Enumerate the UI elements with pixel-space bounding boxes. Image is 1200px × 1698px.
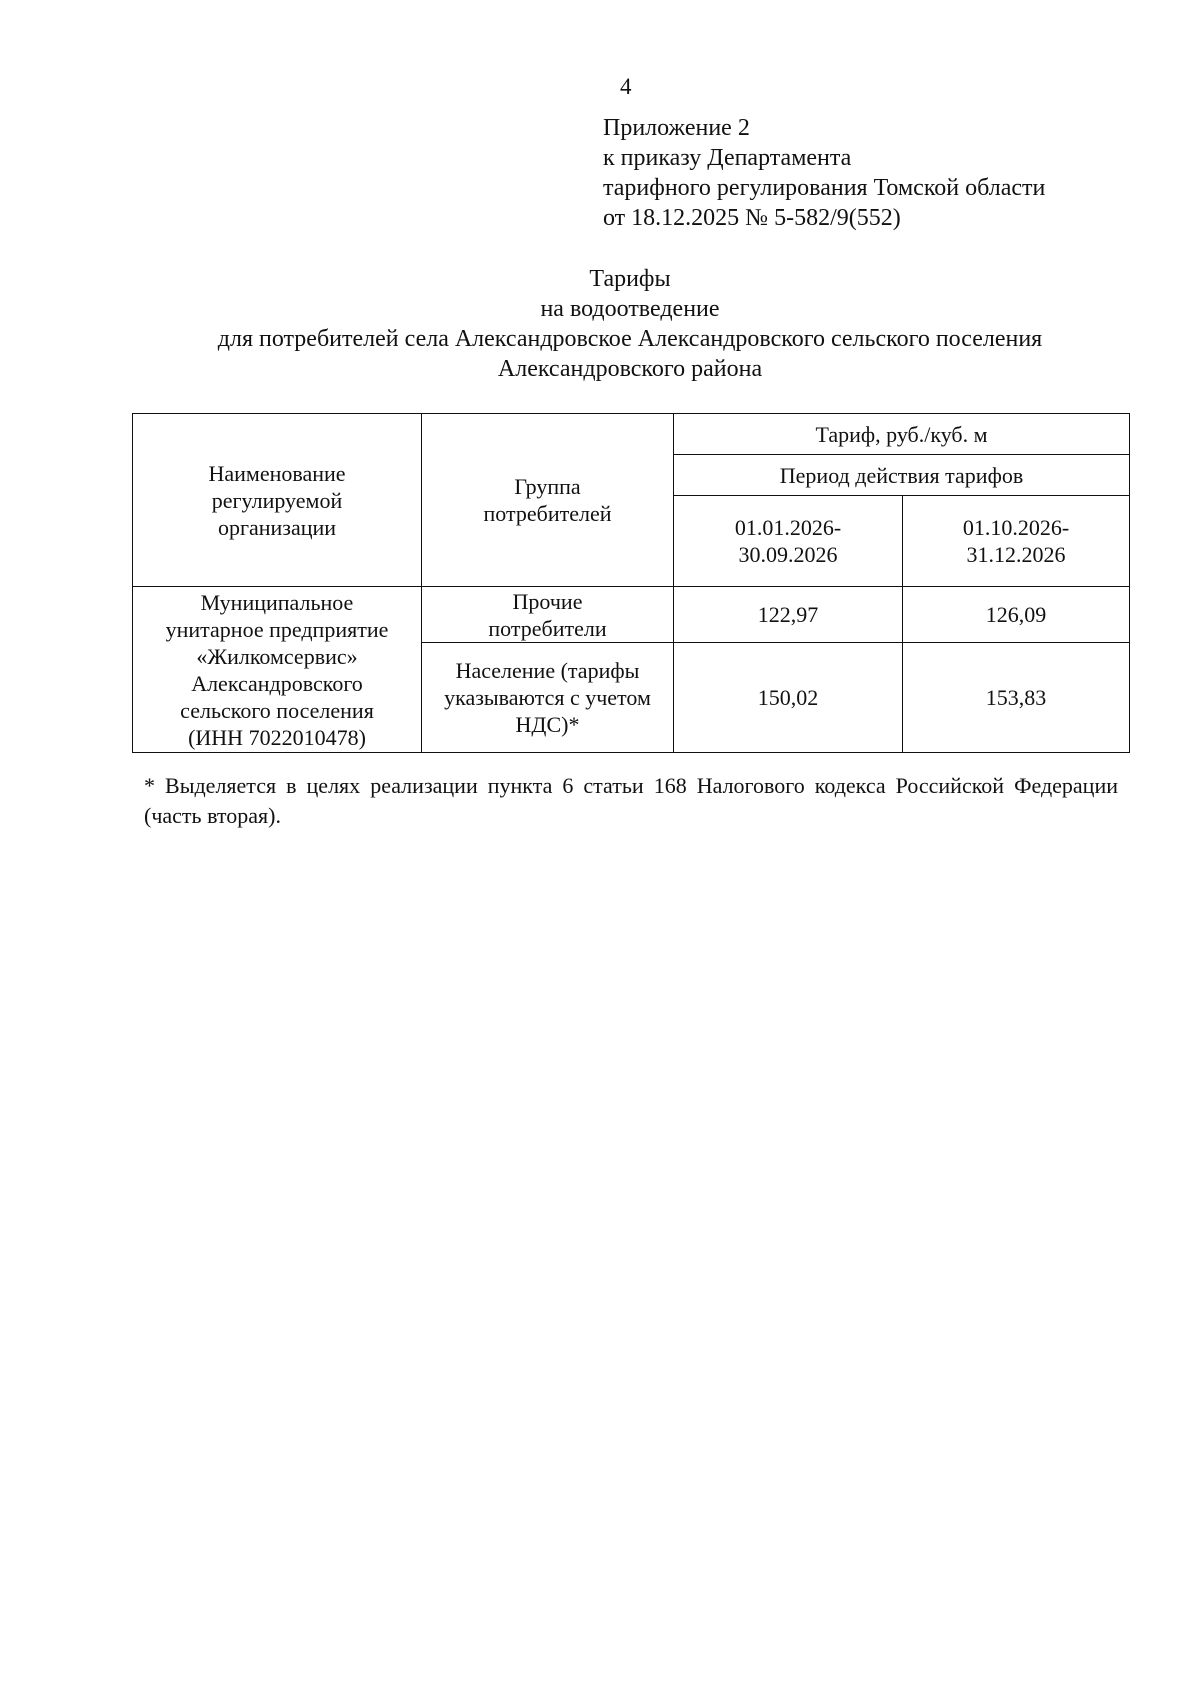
- tariff-table: [132, 413, 1130, 753]
- appendix-line-2: к приказу Департамента: [603, 145, 852, 171]
- table-header-row: [133, 414, 1130, 455]
- header-consumer-group: Группа потребителей: [422, 414, 674, 587]
- appendix-line-4: от 18.12.2025 № 5-582/9(552): [603, 205, 901, 231]
- consumer-group-cell: Население (тарифы указываются с учетом НДС)*: [422, 643, 674, 753]
- title-line-3: для потребителей села Александровское Александровского сельского поселения: [217, 326, 1043, 352]
- appendix-line-3: тарифного регулирования Томской области: [603, 175, 1046, 201]
- appendix-line-1: Приложение 2: [603, 115, 750, 141]
- consumer-group-cell: Прочие потребители: [422, 587, 674, 643]
- header-org-name: Наименование регулируемой организации: [133, 414, 422, 587]
- header-tariff: Тариф, руб./куб. м: [674, 414, 1130, 455]
- page-number: 4: [620, 74, 632, 99]
- tariff-cell: 153,83: [903, 643, 1130, 753]
- tariff-cell: 126,09: [903, 587, 1130, 643]
- header-period-1: 01.01.2026-30.09.2026: [674, 496, 903, 587]
- appendix-header: [603, 113, 1045, 233]
- footnote: * Выделяется в целях реализации пункта 6 статьи 168 Налогового кодекса Российской Федерации (часть вторая).: [144, 773, 1118, 828]
- header-period-2: 01.10.2026-31.12.2026: [903, 496, 1130, 587]
- tariff-cell: 150,02: [674, 643, 903, 753]
- table-row: [133, 587, 1130, 643]
- tariff-cell: 122,97: [674, 587, 903, 643]
- title-line-1: Тарифы: [589, 266, 671, 292]
- document-title: [0, 264, 1200, 384]
- organization-cell: Муниципальное унитарное предприятие «Жилкомсервис» Александровского сельского поселения (ИНН 7022010478): [133, 587, 422, 753]
- title-line-2: на водоотведение: [540, 296, 720, 322]
- header-period: Период действия тарифов: [674, 455, 1130, 496]
- title-line-4: Александровского района: [497, 356, 763, 382]
